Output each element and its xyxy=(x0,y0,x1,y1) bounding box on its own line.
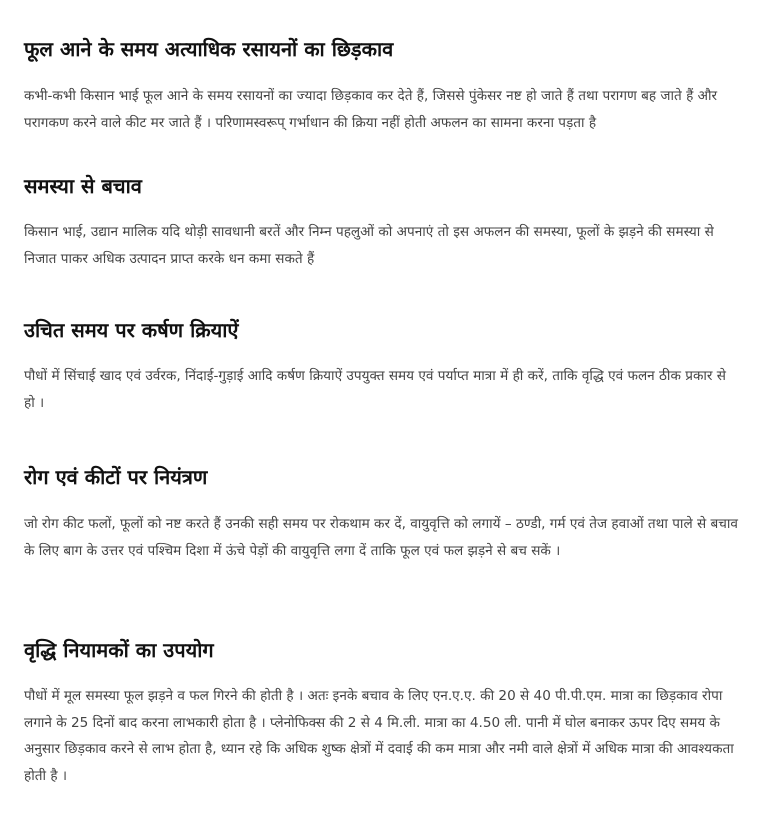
section-paragraph: पौधों में सिंचाई खाद एवं उर्वरक, निंदाई-गुड़ाई आदि कर्षण क्रियाऐं उपयुक्त समय एवं पर्याप्त मात्रा में ही करें, ताकि वृद्धि एवं फलन ठीक प्रकार से हो । xyxy=(24,368,726,411)
section-paragraph: कभी-कभी किसान भाई फूल आने के समय रसायनों का ज्यादा छिड़काव कर देते हैं, जिससे पुंकेसर नष्ट हो जाते हैं तथा परागण बह जाते हैं और परागकण करने वाले कीट मर जाते हैं । परिणामस्वरूप् गर्भाधान की क्रिया नहीं होती अफलन का सामना करना पड़ता है xyxy=(24,88,718,131)
section-paragraph: पौधों में मूल समस्या फूल झड़ने व फल गिरने की होती है । अतः इनके बचाव के लिए एन.ए.ए. की 20 से 40 पी.पी.एम. मात्रा का छिड़काव रोपा लगाने के 25 दिनों बाद करना लाभकारी होता है । प्लेनोफिक्स की 2 से 4 मि.ली. मात्रा का 4.50 ली. पानी में घोल बनाकर ऊपर दिए समय के अनुसार छिड़काव करने से लाभ होता है, ध्यान रहे कि अधिक शुष्क क्षेत्रों में दवाई की कम मात्रा और नमी वाले क्षेत्रों में अधिक मात्रा की आवश्यकता होती है । xyxy=(24,688,734,784)
section-problem-prevention xyxy=(24,172,739,272)
section-heading: उचित समय पर कर्षण क्रियाऐं xyxy=(24,318,239,342)
section-paragraph: जो रोग कीट फलों, फूलों को नष्ट करते हैं उनकी सही समय पर रोकथाम कर दें, वायुवृत्ति को लगायें – ठण्डी, गर्म एवं तेज हवाओं तथा पाले से बचाव के लिए बाग के उत्तर एवं पश्चिम दिशा में ऊंचे पेड़ों की वायुवृत्ति लगा दें ताकि फूल एवं फल झड़ने से बच सकें । xyxy=(24,516,738,559)
section-disease-pest-control xyxy=(24,463,739,564)
section-paragraph: किसान भाई, उद्यान मालिक यदि थोड़ी सावधानी बरतें और निम्न पहलुओं को अपनाएं तो इस अफलन की समस्या, फूलों के झड़ने की समस्या से निजात पाकर अधिक उत्पादन प्राप्त करके धन कमा सकते हैं xyxy=(24,224,714,267)
section-heading: रोग एवं कीटों पर नियंत्रण xyxy=(24,465,208,489)
section-growth-regulators xyxy=(24,636,739,789)
section-excessive-chemical-spraying xyxy=(24,35,739,136)
section-heading: वृद्धि नियामकों का उपयोग xyxy=(24,638,214,662)
section-heading: समस्या से बचाव xyxy=(24,174,142,198)
section-heading: फूल आने के समय अत्याधिक रसायनों का छिड़काव xyxy=(24,37,394,61)
section-timely-cultivation xyxy=(24,316,739,416)
